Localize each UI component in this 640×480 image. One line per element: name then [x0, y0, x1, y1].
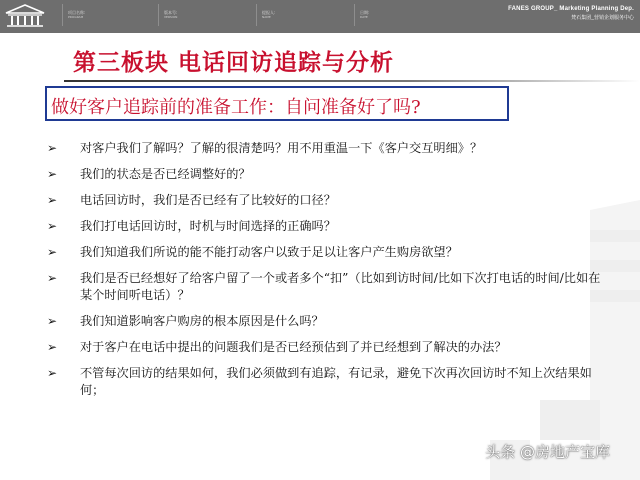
watermark: 头条 @房地产宝库: [485, 443, 610, 461]
arrow-bullet-icon: ➢: [47, 271, 58, 285]
header-field-label: 项目名称:: [68, 10, 86, 15]
list-item: [47, 313, 607, 330]
arrow-bullet-icon: ➢: [47, 219, 58, 233]
page-title: 第三板块 电话回访追踪与分析: [73, 49, 395, 76]
header-field-name: [262, 10, 275, 20]
list-item: [47, 339, 607, 356]
list-item: [47, 218, 607, 235]
arrow-bullet-icon: ➢: [47, 245, 58, 259]
list-item: [47, 365, 607, 399]
arrow-bullet-icon: ➢: [47, 314, 58, 328]
list-item: [47, 140, 607, 157]
arrow-bullet-icon: ➢: [47, 167, 58, 181]
header-field-value: NAME: [262, 15, 271, 19]
header-bar: [0, 0, 640, 33]
list-item: [47, 244, 607, 261]
subtitle: 做好客户追踪前的准备工作：自问准备好了吗?: [51, 97, 421, 118]
brand-chinese: 梵石集团_营销企划服务中心: [571, 15, 634, 21]
header-field-date: [360, 10, 369, 20]
header-field-label: 日期:: [360, 10, 370, 15]
header-field-label: 版本号:: [164, 10, 178, 15]
bullet-list: [47, 140, 607, 408]
arrow-bullet-icon: ➢: [47, 141, 58, 155]
brand-english: FANES GROUP_ Marketing Planning Dep.: [508, 6, 634, 12]
list-item-text: 电话回访时，我们是否已经有了比较好的口径？: [80, 193, 336, 207]
list-item-text: 我们打电话回访时，时机与时间选择的正确吗？: [80, 219, 336, 233]
arrow-bullet-icon: ➢: [47, 340, 58, 354]
header-field-label: 提报人:: [262, 10, 276, 15]
header-field-program: [68, 10, 85, 20]
header-field-value: DATE: [360, 15, 368, 19]
list-item-text: 我们知道影响客户购房的根本原因是什么吗？: [80, 314, 324, 328]
arrow-bullet-icon: ➢: [47, 193, 58, 207]
building-logo-icon: [4, 3, 46, 29]
list-item: [47, 166, 607, 183]
header-field-value: PROGRAM: [68, 15, 84, 19]
header-field-version: [164, 10, 177, 20]
list-item-text: 对客户我们了解吗？了解的很清楚吗？用不用重温一下《客户交互明细》？: [80, 141, 483, 155]
list-item: [47, 192, 607, 209]
list-item-text: 不管每次回访的结果如何，我们必须做到有追踪，有记录，避免下次再次回访时不知上次结果如何；: [80, 366, 592, 397]
list-item-text: 我们知道我们所说的能不能打动客户以致于足以让客户产生购房欲望？: [80, 245, 458, 259]
list-item-text: 我们的状态是否已经调整好的？: [80, 167, 251, 181]
header-field-value: VERSION: [164, 15, 178, 19]
subtitle-box: [45, 86, 509, 121]
arrow-bullet-icon: ➢: [47, 366, 58, 380]
list-item-text: 对于客户在电话中提出的问题我们是否已经预估到了并已经想到了解决的办法？: [80, 340, 507, 354]
title-divider: [64, 80, 640, 82]
list-item: [47, 270, 607, 304]
brand-block: [508, 6, 634, 21]
list-item-text: 我们是否已经想好了给客户留了一个或者多个“扣”（比如到访时间/比如下次打电话的时间/比如在某个时间听电话）？: [80, 271, 601, 302]
